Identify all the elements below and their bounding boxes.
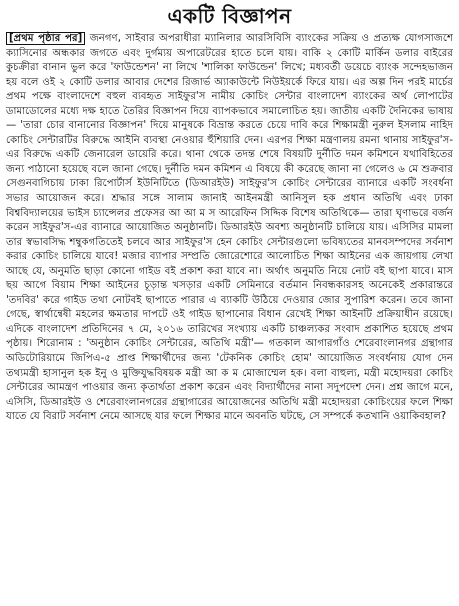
article-title: একটি বিজ্ঞাপন xyxy=(167,4,292,28)
article-body xyxy=(6,32,453,425)
article-text: জনগণ, সাইবার অপরাধীরা ম্যানিলার আরসিবিসি ব্যাংকের সক্রিয় ও প্রত্যক্ষ যোগসাজশে ক্যাসিনোর অন্ধকার জগতে এবং দুর্গম্যয় অপারেটরের হাতে চলে যায়। বাকি ২ কোটি মার্কিন ডলার বাইরের কুচক্রীরা বানান ভুল করে 'ফাউন্ডেশন' না লিখে 'শালিকা ফাউন্ডেন' লিখে; মধ্যবর্তী ডয়েচে ব্যাংক সন্দেহভাজন হয় বলে ওই ২ কোটি ডলার আবার দেশের রিজার্ভ অ্যাকাউন্টে নিউইয়র্কে ফিরে যায়। এর অল্প দিন পরই মার্চের প্রথম পক্ষে বাংলাদেশে বহুল ব্যবহৃত সাইফুর'স নামীয় কোচিং সেন্টার বাংলাদেশ ব্যাংকের অর্থ লোপাটের ডামাডোলের মধ্যে দক্ষ হাতে তৈরির বিজ্ঞাপন দিয়ে ব্যাপকভাবে সমালোচিত হয়। জাতীয় একটি দৈনিকের ভাষায়— 'তারা চোর বানানোর বিজ্ঞাপন' দিয়ে মানুষকে বিভ্রান্ত করতে চেয়ে দাবি করে শিক্ষামন্ত্রী নুরুল ইসলাম নাহিদ কোচিং সেন্টারটির বিরুদ্ধে আইনি ব্যবস্থা নেওয়ার হুঁশিয়ারি দেন। এরপর শিক্ষা মন্ত্রণালয় রমনা থানায় সাইফুর'স-এর বিরুদ্ধে একটি জেনারেল ডায়েরি করে। থানা থেকে তদন্ত শেষে বিষয়টি দুর্নীতি দমন কমিশনে যথাবিহিতের জন্য পাঠানো হয়েছে বলে জানা গেছে। দুর্নীতি দমন কমিশন এ বিষয়ে কী করেছে জানা না গেলেও ৬ মে শুক্রবার সেগুনবাগিচায় ঢাকা রিপোর্টার্স ইউনিটিতে (ডিআরইউ) সাইফুর'স কোচিং সেন্টারের ব্যানারে একটি সংবর্ধনা সভার আয়োজন করে। শ্রদ্ধার সঙ্গে সালাম জানাই আইনমন্ত্রী আনিসুল হক প্রধান অতিথি এবং ঢাকা বিশ্ববিদ্যালয়ের ভাইস চ্যান্সেলর প্রফেসর আ আ ম স আরেফিন সিদ্দিক বিশেষ অতিথিকে— তারা ঘৃণাভরে বর্জন করেন সাইফুর'স-এর ব্যানারে আয়োজিত অনুষ্ঠানটি। ডিআরইউ অবশ্য অনুষ্ঠানটি চালিয়ে যায়। এসিসির মামলা তার স্বভাবসিদ্ধ শম্বুকগতিতেই চলবে আর সাইফুর'স হেন কোচিং সেন্টারগুলো ভবিষ্যতের মানবসম্পদের সর্বনাশ করার কোচিং চালিয়ে যাবে! মজার ব্যাপার সম্প্রতি জোরেশোরে আলোচিত শিক্ষা আইনের এক জায়গায় লেখা আছে যে, অনুমতি ছাড়া কোনো গাইড বই প্রকাশ করা যাবে না। অর্থাৎ অনুমতি নিয়ে নোট বই ছাপা যাবে। মাস ছয় আগে বিয়াম শিক্ষা আইনের চূড়ান্ত খসড়ার একটি সেমিনারে বর্তমান নিবন্ধকারসহ অনেকেই প্রকারান্তরে 'তদবির' করে গাইড তথা নোটবই ছাপাতে পারার এ ব্যাকটি উঠিয়ে দেওয়ার জোর সুপারিশ করেন। তবে জানা গেছে, স্বার্থান্বেষী মহলের ক্ষমতার দাপটে ওই গাইড ছাপানোর বিধান রেখেই শিক্ষা আইনটি প্রক্রিয়াধীন রয়েছে। এদিকে বাংলাদেশ প্রতিদিনের ৭ মে, ২০১৬ তারিখের সংখ্যায় একটি চাঞ্চল্যকর সংবাদ প্রকাশিত হয়েছে প্রথম পৃষ্ঠায়। শিরোনাম : 'অনুষ্ঠান কোচিং সেন্টারের, অতিথি মন্ত্রী'— গতকাল আগারগাঁও শেরেবাংলানগর গ্রন্থাগার অডিটোরিয়ামে জিপিএ-৫ প্রাপ্ত শিক্ষার্থীদের জন্য 'টেকনিক কোচিং হোম' আয়োজিত সংবর্ধনায় যোগ দেন তথ্যমন্ত্রী হাসানুল হক ইনু ও মুক্তিযুদ্ধবিষয়ক মন্ত্রী আ ক ম মোজাম্মেল হক। বলা বাহুল্য, মন্ত্রী মহোদয়রা কোচিং সেন্টারের আমন্ত্রণ পাওয়ার জন্য কৃতার্থতা প্রকাশ করেন এবং বিদ্যার্থীদের নানা সদুপদেশ দেন। প্রশ্ন জাগে মনে, এসিসি, ডিআরইউ ও শেরেবাংলানগরের গ্রন্থাগারের আয়োজনের অতিথি মন্ত্রী মহোদয়রা কোচিংয়ের ফলে শিক্ষা যাতে যে বিরাট সর্বনাশ নেমে আসছে যার ফলে শিক্ষার মানে অবনতি ঘটছে, সে সম্পর্কে কতখানি ওয়াকিবহাল? xyxy=(6,33,453,423)
continuation-tag: [প্রথম পৃষ্ঠার পর] xyxy=(6,32,85,45)
